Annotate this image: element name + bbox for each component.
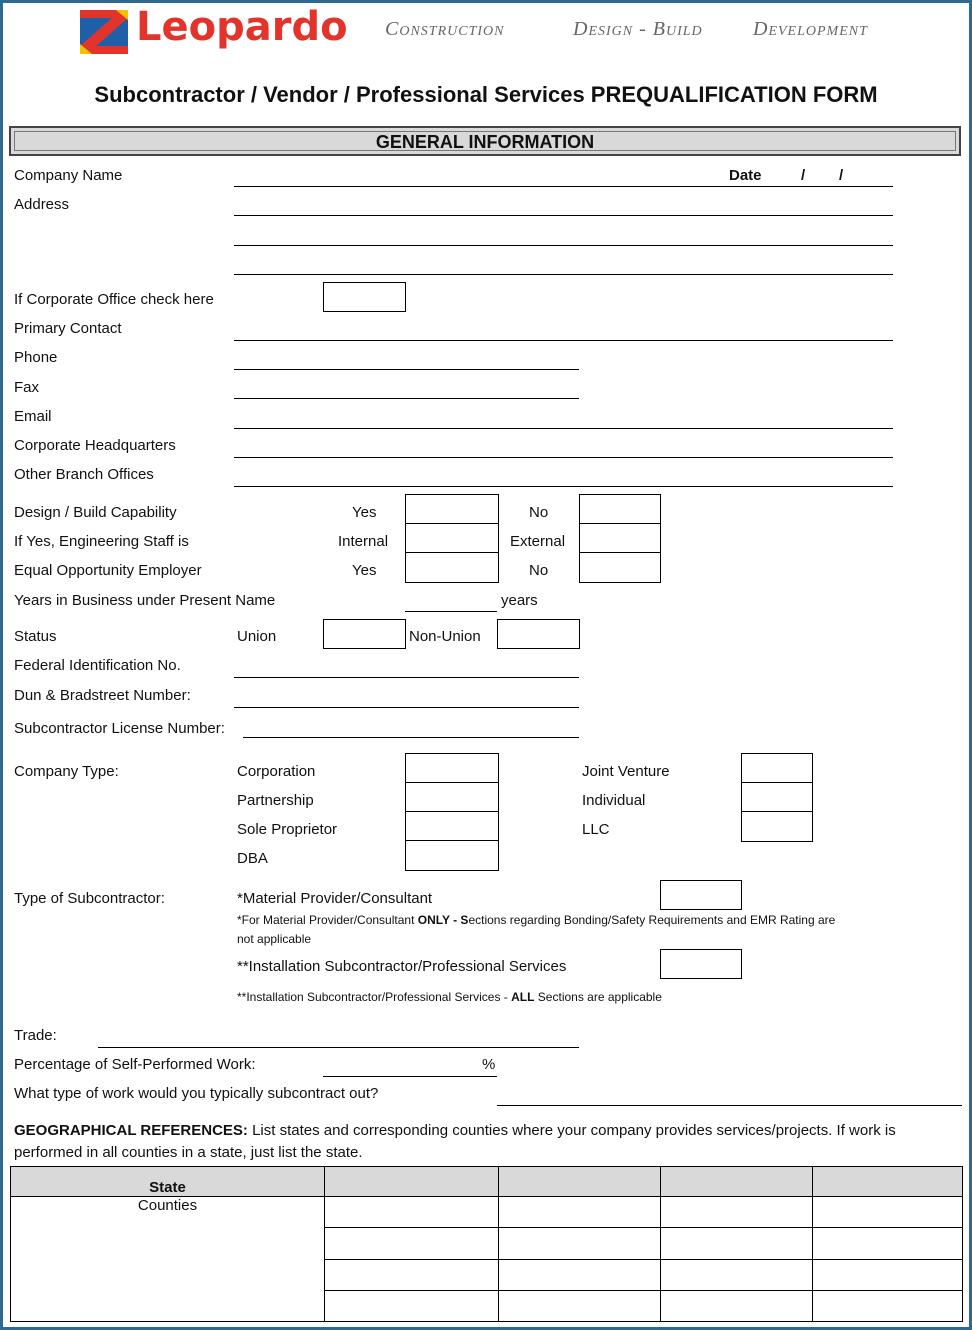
address-field-2[interactable] <box>234 245 893 246</box>
equal-opp-no-label: No <box>529 562 549 579</box>
internal-label: Internal <box>338 533 389 550</box>
self-performed-label: Percentage of Self-Performed Work: <box>14 1056 256 1073</box>
email-field[interactable] <box>234 428 893 429</box>
material-provider-note: *For Material Provider/Consultant ONLY - Sections regarding Bonding/Safety Requirements and EMR Rating are <box>237 913 836 927</box>
nav-design-build[interactable]: Design - Build <box>573 18 703 40</box>
type-dba-label: DBA <box>237 850 268 867</box>
dun-field[interactable] <box>234 707 579 708</box>
table-cell[interactable] <box>325 1259 499 1290</box>
design-build-no-label: No <box>529 504 549 521</box>
table-cell[interactable] <box>499 1290 661 1321</box>
table-cell[interactable] <box>499 1259 661 1290</box>
equal-opp-label: Equal Opportunity Employer <box>14 562 202 579</box>
type-joint-venture-label: Joint Venture <box>582 763 670 780</box>
phone-label: Phone <box>14 349 58 366</box>
equal-opp-no-checkbox[interactable] <box>579 552 661 583</box>
date-label: Date <box>729 167 762 184</box>
non-union-checkbox[interactable] <box>497 619 580 649</box>
design-build-no-checkbox[interactable] <box>579 494 661 525</box>
installation-note: **Installation Subcontractor/Professional Services - ALL Sections are applicable <box>237 990 662 1004</box>
equal-opp-yes-label: Yes <box>352 562 377 579</box>
table-cell[interactable] <box>499 1228 661 1259</box>
nav-development[interactable]: Development <box>753 18 868 40</box>
type-individual-label: Individual <box>582 792 646 809</box>
fax-label: Fax <box>14 379 40 396</box>
phone-field[interactable] <box>234 369 579 370</box>
table-cell[interactable] <box>813 1167 963 1197</box>
equal-opp-yes-checkbox[interactable] <box>405 552 499 583</box>
address-field-3[interactable] <box>234 274 893 275</box>
general-info-title: GENERAL INFORMATION <box>14 131 956 151</box>
primary-contact-label: Primary Contact <box>14 320 122 337</box>
installation-label: **Installation Subcontractor/Professional Services <box>237 958 567 975</box>
address-field-1[interactable] <box>234 215 893 216</box>
license-field[interactable] <box>243 737 579 738</box>
external-label: External <box>510 533 566 550</box>
table-cell[interactable] <box>661 1167 813 1197</box>
type-corporation-label: Corporation <box>237 763 316 780</box>
type-partnership-label: Partnership <box>237 792 314 809</box>
type-sub-label: Type of Subcontractor: <box>14 890 165 907</box>
external-checkbox[interactable] <box>579 523 661 554</box>
table-cell[interactable] <box>813 1228 963 1259</box>
table-cell[interactable] <box>661 1197 813 1228</box>
leopardo-logo-icon <box>80 10 128 54</box>
table-row <box>11 1197 963 1228</box>
material-provider-checkbox[interactable] <box>660 880 742 910</box>
state-header: State <box>11 1167 325 1197</box>
design-build-yes-checkbox[interactable] <box>405 494 499 525</box>
design-build-label: Design / Build Capability <box>14 504 177 521</box>
trade-field[interactable] <box>98 1047 579 1048</box>
federal-id-field[interactable] <box>234 677 579 678</box>
corporate-hq-label: Corporate Headquarters <box>14 437 176 454</box>
geo-table <box>10 1166 963 1322</box>
union-label: Union <box>237 628 277 645</box>
non-union-label: Non-Union <box>409 628 481 645</box>
percent-sign: % <box>482 1056 496 1073</box>
table-cell[interactable] <box>813 1290 963 1321</box>
page-title: Subcontractor / Vendor / Professional Services PREQUALIFICATION FORM <box>94 82 878 107</box>
brand-name: Leopardo <box>136 4 348 50</box>
other-branches-label: Other Branch Offices <box>14 466 154 483</box>
status-label: Status <box>14 628 57 645</box>
corporation-checkbox[interactable] <box>405 753 499 784</box>
subcontract-out-label: What type of work would you typically subcontract out? <box>14 1085 379 1102</box>
table-cell[interactable] <box>499 1167 661 1197</box>
design-build-yes-label: Yes <box>352 504 377 521</box>
trade-label: Trade: <box>14 1027 57 1044</box>
partnership-checkbox[interactable] <box>405 782 499 813</box>
fax-field[interactable] <box>234 398 579 399</box>
nav-construction[interactable]: Construction <box>385 18 505 40</box>
table-cell[interactable] <box>813 1259 963 1290</box>
geo-intro: GEOGRAPHICAL REFERENCES: List states and corresponding counties where your company provides services/projects. If work is <box>14 1122 896 1139</box>
counties-header: Counties <box>11 1197 325 1322</box>
table-cell[interactable] <box>661 1228 813 1259</box>
material-provider-note-cont: not applicable <box>237 932 312 946</box>
corporate-office-checkbox[interactable] <box>323 282 406 312</box>
subcontract-out-field[interactable] <box>497 1105 962 1106</box>
corporate-hq-field[interactable] <box>234 457 893 458</box>
email-label: Email <box>14 408 52 425</box>
company-name-label: Company Name <box>14 167 123 184</box>
union-checkbox[interactable] <box>323 619 406 649</box>
dba-checkbox[interactable] <box>405 840 499 871</box>
llc-checkbox[interactable] <box>741 811 813 842</box>
corporate-office-label: If Corporate Office check here <box>14 291 214 308</box>
table-cell[interactable] <box>661 1290 813 1321</box>
years-business-label: Years in Business under Present Name <box>14 592 276 609</box>
internal-checkbox[interactable] <box>405 523 499 554</box>
other-branches-field[interactable] <box>234 486 893 487</box>
table-cell[interactable] <box>813 1197 963 1228</box>
geo-intro-cont: performed in all counties in a state, just list the state. <box>14 1144 363 1161</box>
dun-label: Dun & Bradstreet Number: <box>14 687 191 704</box>
self-performed-field[interactable] <box>323 1076 497 1077</box>
table-row <box>11 1167 963 1197</box>
years-business-field[interactable] <box>405 611 497 612</box>
sole-proprietor-checkbox[interactable] <box>405 811 499 842</box>
years-unit: years <box>501 592 538 609</box>
installation-checkbox[interactable] <box>660 949 742 979</box>
geo-heading: GEOGRAPHICAL REFERENCES: <box>14 1122 248 1139</box>
address-label: Address <box>14 196 70 213</box>
table-cell[interactable] <box>325 1167 499 1197</box>
table-cell[interactable] <box>325 1197 499 1228</box>
table-cell[interactable] <box>499 1197 661 1228</box>
company-type-label: Company Type: <box>14 763 119 780</box>
table-cell[interactable] <box>325 1290 499 1321</box>
general-info-header <box>9 126 961 156</box>
company-name-field[interactable] <box>234 186 893 187</box>
license-label: Subcontractor License Number: <box>14 720 225 737</box>
date-separator: / <box>839 167 844 184</box>
date-separator: / <box>801 167 806 184</box>
table-cell[interactable] <box>325 1228 499 1259</box>
federal-id-label: Federal Identification No. <box>14 657 181 674</box>
primary-contact-field[interactable] <box>234 340 893 341</box>
individual-checkbox[interactable] <box>741 782 813 813</box>
joint-venture-checkbox[interactable] <box>741 753 813 784</box>
type-llc-label: LLC <box>582 821 610 838</box>
material-provider-label: *Material Provider/Consultant <box>237 890 433 907</box>
eng-staff-label: If Yes, Engineering Staff is <box>14 533 189 550</box>
type-sole-proprietor-label: Sole Proprietor <box>237 821 338 838</box>
table-cell[interactable] <box>661 1259 813 1290</box>
